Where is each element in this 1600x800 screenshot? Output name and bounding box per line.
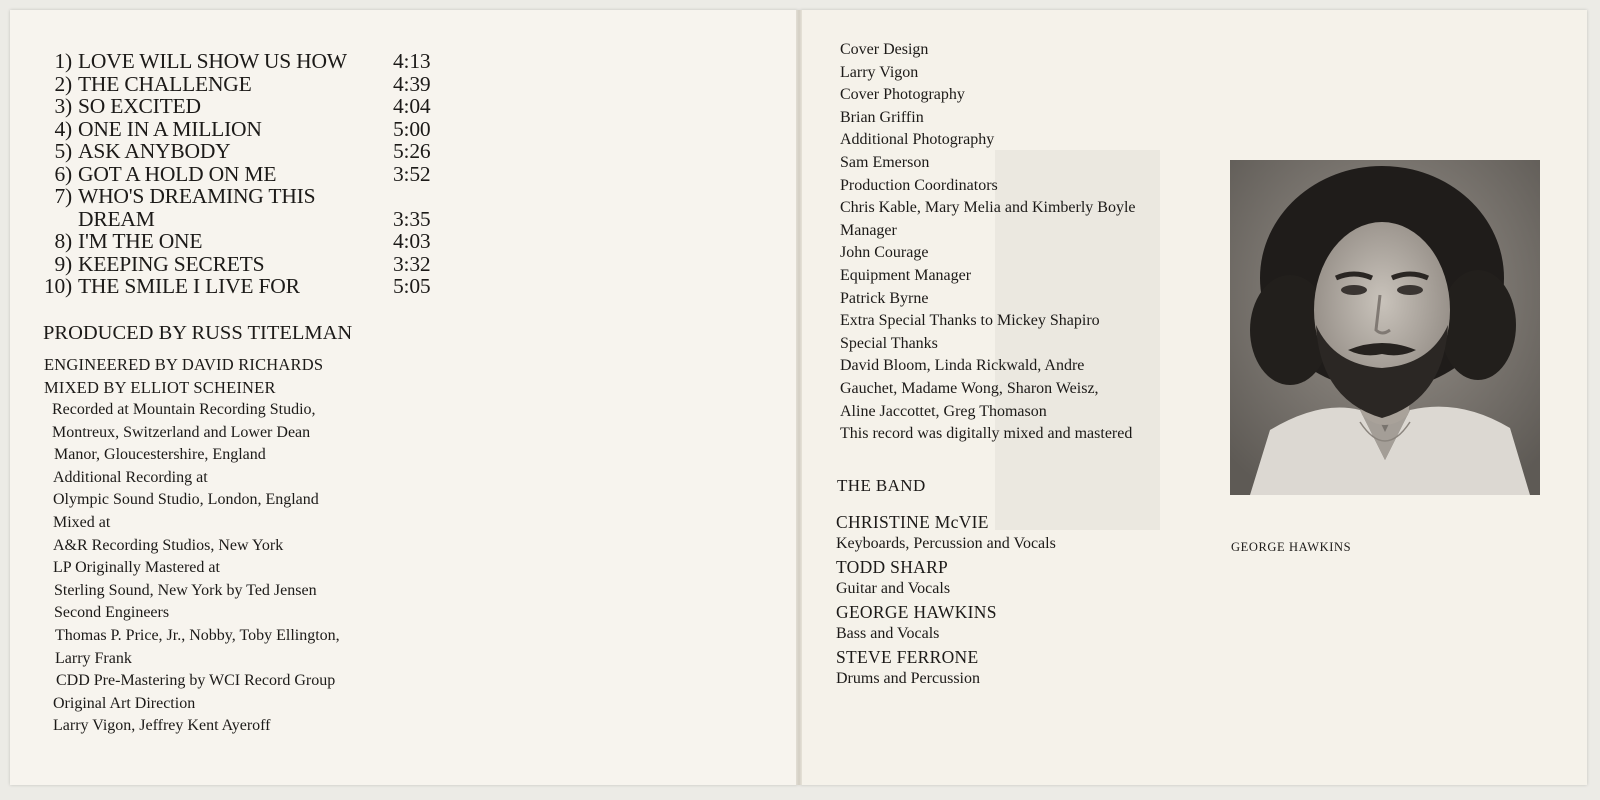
credit-line: Cover Design [840,41,929,58]
mixed-by: MIXED BY ELLIOT SCHEINER [44,378,276,397]
track-duration: 5:26 [393,139,431,163]
recording-note-line: Manor, Gloucestershire, England [54,446,266,464]
track-duration: 4:04 [393,94,431,118]
recording-note-line: Larry Frank [55,649,132,667]
track-number: 6) [54,162,72,186]
track-title: KEEPING SECRETS [78,252,265,276]
track-duration: 4:03 [393,229,431,253]
track-number: 7) [54,184,72,208]
credit-line: Manager [840,221,897,239]
recording-note-line: Recorded at Mountain Recording Studio, [52,401,316,418]
track-duration: 3:52 [393,162,431,186]
recording-note-line: Olympic Sound Studio, London, England [53,491,319,509]
band-heading: THE BAND [837,476,926,495]
credit-line: Larry Vigon [840,63,919,81]
track-number: 4) [54,117,72,141]
track-title: ONE IN A MILLION [78,117,262,141]
credit-line: Extra Special Thanks to Mickey Shapiro [840,312,1100,330]
track-title: ASK ANYBODY [78,139,231,163]
credit-line: Chris Kable, Mary Melia and Kimberly Boyle [840,199,1136,217]
credit-line: Brian Griffin [840,108,924,126]
band-member-role: Keyboards, Percussion and Vocals [836,535,1056,552]
recording-note-line: Sterling Sound, New York by Ted Jensen [54,581,317,599]
track-duration: 4:13 [393,49,431,73]
track-number: 2) [54,72,72,96]
track-number: 10) [43,274,72,298]
track-title: SO EXCITED [78,94,201,118]
band-member-name: CHRISTINE McVIE [836,512,989,532]
recording-note-line: LP Originally Mastered at [53,559,220,577]
recording-note-line: Mixed at [53,514,111,531]
band-member-role: Drums and Percussion [836,670,980,687]
track-title: THE CHALLENGE [78,72,252,96]
engineered-by: ENGINEERED BY DAVID RICHARDS [44,355,324,374]
track-duration: 3:32 [393,252,431,276]
recording-note-line: CDD Pre-Mastering by WCI Record Group [56,672,336,690]
band-member-name: STEVE FERRONE [836,647,979,667]
produced-by: PRODUCED BY RUSS TITELMAN [43,322,353,344]
recording-note-line: Second Engineers [54,604,170,622]
track-number: 8) [54,229,72,253]
credit-line: Special Thanks [840,334,938,352]
band-member-name: TODD SHARP [836,557,949,577]
track-number: 9) [54,252,72,276]
track-duration: 3:35 [393,207,431,231]
credit-line: Additional Photography [840,131,995,149]
track-title: GOT A HOLD ON ME [78,162,277,186]
track-number: 3) [54,94,72,118]
track-number: 1) [54,49,72,73]
recording-note-line: Thomas P. Price, Jr., Nobby, Toby Ellington, [55,627,340,644]
credit-line: Cover Photography [840,86,965,104]
recording-note-line: Larry Vigon, Jeffrey Kent Ayeroff [53,717,271,735]
track-duration: 4:39 [393,72,431,96]
band-member-role: Guitar and Vocals [836,580,951,597]
photo-caption: GEORGE HAWKINS [1231,540,1352,554]
credit-line: Production Coordinators [840,176,998,194]
credit-line: Patrick Byrne [840,289,929,307]
credit-line: Aline Jaccottet, Greg Thomason [840,402,1047,420]
recording-note-line: A&R Recording Studios, New York [53,536,284,554]
credit-line: John Courage [840,244,929,262]
credit-line: Gauchet, Madame Wong, Sharon Weisz, [840,380,1099,397]
credit-line: Equipment Manager [840,267,972,284]
credit-line: David Bloom, Linda Rickwald, Andre [840,357,1085,375]
recording-note-line: Additional Recording at [53,468,208,486]
track-title: LOVE WILL SHOW US HOW [78,49,347,73]
credit-line: This record was digitally mixed and mastered [840,425,1133,443]
band-member-photo [1230,160,1540,495]
track-duration: 5:00 [393,117,431,141]
track-duration: 5:05 [393,274,431,298]
band-member-name: GEORGE HAWKINS [836,602,997,622]
track-title: THE SMILE I LIVE FOR [78,274,300,298]
credit-line: Sam Emerson [840,154,930,171]
recording-note-line: Original Art Direction [53,694,196,712]
band-member-role: Bass and Vocals [836,625,940,642]
track-number: 5) [54,139,72,163]
track-title: WHO'S DREAMING THIS [78,184,316,208]
track-title: I'M THE ONE [78,229,203,253]
recording-note-line: Montreux, Switzerland and Lower Dean [52,423,311,441]
page-gutter [796,10,802,785]
track-title: DREAM [78,207,155,231]
